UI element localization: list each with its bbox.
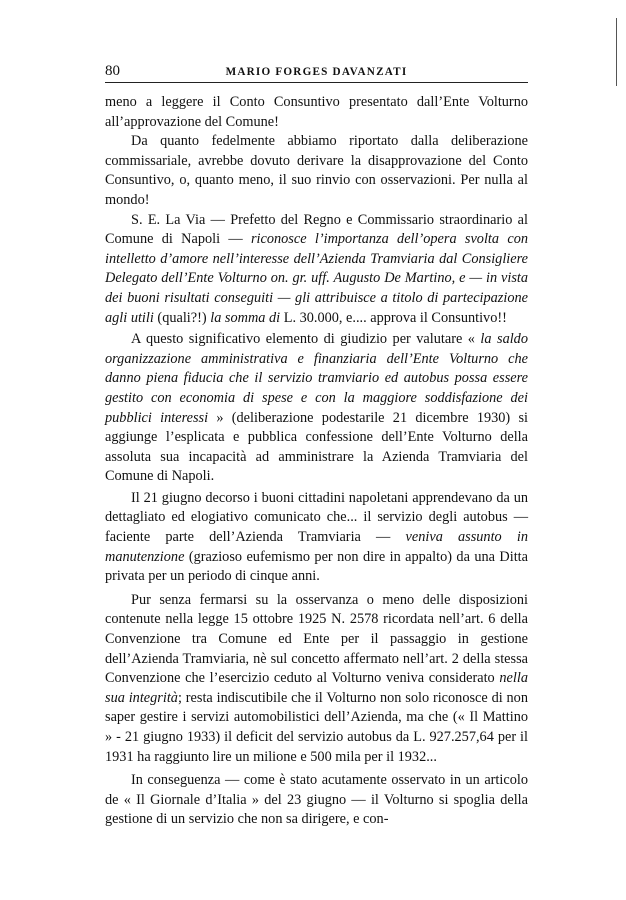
text-segment: S. E. La Via — Prefetto del Regno e Commissario straordinario al Comune di Napoli — <box>105 211 528 248</box>
text-segment: » (deliberazione podestarile 21 dicembre 1930) si aggiunge l’esplicata e pubblica confessione dell’Ente Volturno della assoluta sua incapacità ad amministrare la Azienda Tramviaria del Comune di Napoli. <box>105 409 528 485</box>
paragraph-3 <box>105 211 528 329</box>
paragraph-6 <box>105 591 528 767</box>
text-segment: L. 30.000, e.... approva il Consuntivo!! <box>280 309 507 326</box>
italic-segment: nella sua integrità <box>105 670 528 706</box>
page-edge-line <box>616 18 617 86</box>
text-segment: (grazioso eufemismo per non dire in appalto) da una Ditta privata per un periodo di cinque anni. <box>105 548 528 585</box>
running-head: MARIO FORGES DAVANZATI <box>225 66 408 78</box>
italic-segment: riconosce l’importanza dell’opera svolta con intelletto d’amore nell’interesse dell’Azienda Tramviaria dal Consigliere Delegato dell’Ente Volturno on. gr. uff. Augusto De Martino, e — in vista dei buoni risultati conseguiti — gli attribuisce a titolo di partecipazione agli utili <box>105 231 528 326</box>
paragraph-5 <box>105 489 528 587</box>
text-segment: Pur senza fermarsi su la osservanza o meno delle disposizioni contenute nella legge 15 ottobre 1925 N. 2578 ricordata nell’art. 6 della Convenzione tra Comune ed Ente per il passaggio in gestione dell’Azienda Tramviaria, nè sul concetto affermato nell’art. 2 della stessa Convenzione che l’esercizio ceduto al Volturno veniva considerato <box>105 591 528 687</box>
body-text <box>105 93 528 830</box>
book-page <box>105 60 528 830</box>
page-number: 80 <box>105 63 120 79</box>
text-segment: A questo significativo elemento di giudizio per valutare « <box>131 331 481 348</box>
italic-segment: la somma di <box>210 309 281 326</box>
text-segment: (quali?!) <box>153 309 211 326</box>
italic-segment: la saldo organizzazione amministrativa e finanziaria dell’Ente Volturno che danno piena fiducia che il servizio tramviario ed autobus possa essere gestito con economia di spese e con la maggiore soddisfazione dei pubblici interessi <box>105 331 528 426</box>
paragraph-2 <box>105 132 528 210</box>
text-segment: ; resta indiscutibile che il Volturno non solo riconosce di non saper gestire i servizi automobilistici dell’Azienda, ma che (« Il Mattino » - 21 giugno 1933) il deficit del servizio autobus da L. 927.257,64 per il 1931 ha raggiunto lire un milione e 500 mila per il 1932... <box>105 689 528 765</box>
text-segment: meno a leggere il Conto Consuntivo presentato dall’Ente Volturno all’approvazione del Comune! <box>105 94 528 130</box>
italic-segment: veniva assunto in manutenzione <box>105 529 528 565</box>
paragraph-1 <box>105 93 528 132</box>
paragraph-7 <box>105 771 528 830</box>
paragraph-4 <box>105 330 528 487</box>
text-segment: Il 21 giugno decorso i buoni cittadini napoletani apprendevano da un dettagliato ed elogiativo comunicato che... il servizio degli autobus — faciente parte dell’Azienda Tramviaria — <box>105 489 528 546</box>
page-header <box>105 60 528 83</box>
text-segment: In conseguenza — come è stato acutamente osservato in un articolo de « Il Giornale d’Italia » del 23 giugno — il Volturno si spoglia della gestione di un servizio che non sa dirigere, e con- <box>105 772 528 828</box>
text-segment: Da quanto fedelmente abbiamo riportato dalla deliberazione commissariale, avrebbe dovuto derivare la disapprovazione del Conto Consuntivo, o, quanto meno, il suo rinvio con osservazioni. Per nulla al mondo! <box>105 133 528 208</box>
